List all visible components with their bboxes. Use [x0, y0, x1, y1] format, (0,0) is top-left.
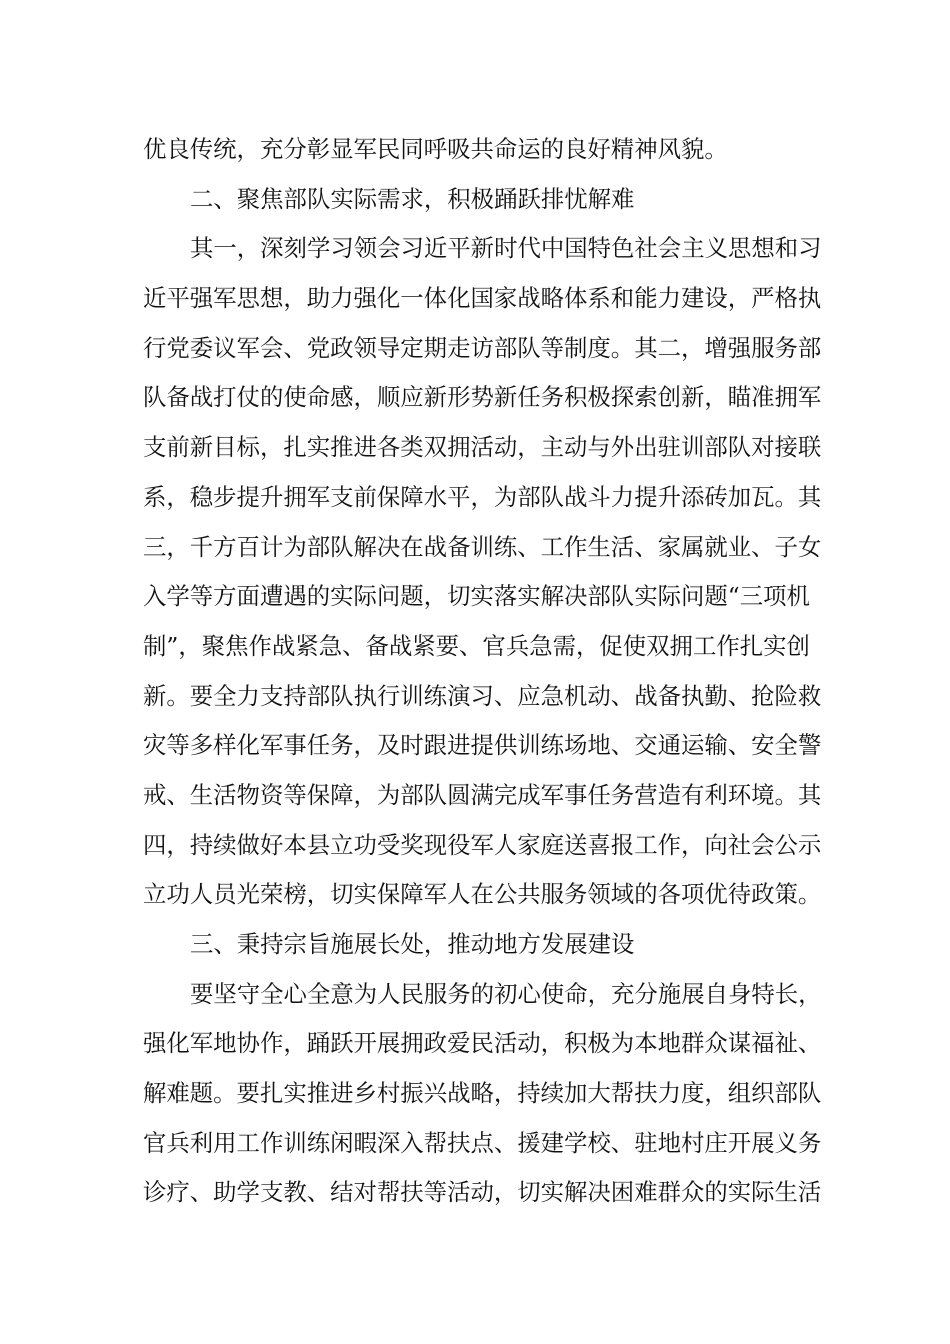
- paragraph-line: 新。要全力支持部队执行训练演习、应急机动、战备执勤、抢险救: [143, 681, 822, 710]
- paragraph-line: 灾等多样化军事任务，及时跟进提供训练场地、交通运输、安全警: [143, 731, 822, 760]
- paragraph-line: 优良传统，充分彰显军民同呼吸共命运的良好精神风貌。: [143, 135, 728, 163]
- body-text: [143, 125, 822, 1218]
- section-heading-2: 二、聚焦部队实际需求，积极踊跃排忧解难: [190, 184, 635, 213]
- paragraph-line: 制”，聚焦作战紧急、备战紧要、官兵急需，促使双拥工作扎实创: [143, 631, 810, 660]
- paragraph-line: 官兵利用工作训练闲暇深入帮扶点、援建学校、驻地村庄开展义务: [143, 1128, 822, 1157]
- paragraph-line: 四，持续做好本县立功受奖现役军人家庭送喜报工作，向社会公示: [143, 830, 822, 859]
- paragraph-line: 要坚守全心全意为人民服务的初心使命，充分施展自身特长，: [190, 979, 822, 1008]
- paragraph-line: 三，千方百计为部队解决在战备训练、工作生活、家属就业、子女: [143, 532, 822, 561]
- paragraph-line: 近平强军思想，助力强化一体化国家战略体系和能力建设，严格执: [143, 284, 822, 313]
- paragraph-line: 队备战打仗的使命感，顺应新形势新任务积极探索创新，瞄准拥军: [143, 383, 822, 412]
- paragraph-line: 强化军地协作，踊跃开展拥政爱民活动，积极为本地群众谋福祉、: [143, 1029, 822, 1058]
- section-heading-3: 三、秉持宗旨施展长处，推动地方发展建设: [190, 930, 635, 958]
- paragraph-line: 支前新目标，扎实推进各类双拥活动，主动与外出驻训部队对接联: [143, 433, 822, 462]
- paragraph-line: 立功人员光荣榜，切实保障军人在公共服务领域的各项优待政策。: [143, 880, 822, 909]
- paragraph-line: 其一，深刻学习领会习近平新时代中国特色社会主义思想和习: [190, 234, 822, 263]
- paragraph-line: 戒、生活物资等保障，为部队圆满完成军事任务营造有利环境。其: [143, 780, 822, 809]
- paragraph-line: 解难题。要扎实推进乡村振兴战略，持续加大帮扶力度，组织部队: [143, 1079, 822, 1108]
- paragraph-line: 入学等方面遭遇的实际问题，切实落实解决部队实际问题“三项机: [143, 582, 810, 611]
- paragraph-line: 诊疗、助学支教、结对帮扶等活动，切实解决困难群众的实际生活: [143, 1178, 822, 1207]
- paragraph-line: 系，稳步提升拥军支前保障水平，为部队战斗力提升添砖加瓦。其: [143, 482, 822, 511]
- paragraph-line: 行党委议军会、党政领导定期走访部队等制度。其二，增强服务部: [143, 333, 822, 362]
